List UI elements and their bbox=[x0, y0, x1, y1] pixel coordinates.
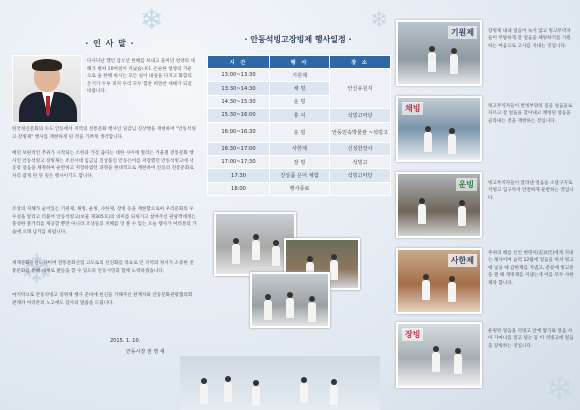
column-header-place: 장 소 bbox=[330, 56, 391, 69]
event-label: 사한제 bbox=[448, 254, 477, 267]
schedule-place bbox=[330, 182, 391, 195]
schedule-event: 운 빙 bbox=[270, 95, 330, 108]
schedule-time: 16:30~17:00 bbox=[208, 142, 270, 155]
schedule-time: 17:00~17:30 bbox=[208, 155, 270, 168]
schedule-event: 사한제 bbox=[270, 142, 330, 155]
greeting-title: · 인 사 말 · bbox=[85, 39, 135, 48]
schedule-place: 안신유원지 bbox=[330, 69, 391, 109]
snowflake-icon: ❄ bbox=[545, 369, 574, 409]
schedule-event: 진상품 은어 체험 bbox=[270, 169, 330, 182]
event-photo-chaebing bbox=[396, 96, 482, 162]
greeting-paragraph: 예년 보편적인 추위가 시작되는 소한과 가장 춥다는 대한 사이에 열리는 겨울철 전통문화 행사인 안동석빙고 장빙제는 조선시대 임금님 진상품인 안동은어를 저장했던 안동석빙고에 낙동강 얼음을 채취하여 운반하고 저장하였던 과정을 현대적으로 재현하여 안동의 전통문화로 자리 잡게 된 뜻 깊은 행사이기도 합니다. bbox=[12, 151, 194, 179]
schedule-event: 행사종료 bbox=[270, 182, 330, 195]
schedule-time: 15:30~16:00 bbox=[208, 109, 270, 122]
schedule-table bbox=[207, 55, 391, 196]
table-row bbox=[208, 142, 391, 155]
event-photo bbox=[250, 272, 330, 328]
event-description: 추위의 해를 신인 현명씨(玄冥氏)에게 지내는 제사이며 음력 12월에 얼음을 떠서 빙고에 넣을 때 감한제를 지냈고, 춘분에 빙고문을 열 때 개빙제를 지냈는데 이를 모두 사한제라 합니다. bbox=[488, 251, 574, 286]
schedule-time: 14:30~15:30 bbox=[208, 95, 270, 108]
greeting-paragraph: 한국정신문화의 수도 안동에서 지역의 전통문화 행사인 일감님 진상행을 재현하여 "안동석빙고 장빙제" 행사를 재현하게 된 것을 기쁘게 생각합니다. bbox=[12, 127, 196, 140]
schedule-event: 운 빙 bbox=[270, 122, 330, 142]
event-photo-giwonje bbox=[396, 20, 482, 86]
column-header-time: 시 간 bbox=[208, 56, 270, 69]
table-row bbox=[208, 69, 391, 82]
event-description: 빙고무역자들이 잘라낸 얼음을 소달구지로 석빙고 입구까지 안전하게 운반하는 것입니다. bbox=[488, 181, 574, 201]
table-row bbox=[208, 122, 391, 142]
schedule-place: 석빙고마당 bbox=[330, 109, 391, 122]
schedule-time: 17:30 bbox=[208, 169, 270, 182]
schedule-place: 석빙고마당 bbox=[330, 169, 391, 182]
snowflake-icon: ❄ bbox=[140, 3, 164, 36]
ceremony-photo bbox=[180, 356, 380, 410]
event-photo-sahanje bbox=[396, 248, 482, 314]
column-header-event: 행 사 bbox=[270, 56, 330, 69]
table-row bbox=[208, 182, 391, 195]
event-label: 채빙 bbox=[402, 102, 423, 115]
event-photo-collage bbox=[214, 212, 354, 352]
schedule-event: 장 빙 bbox=[270, 155, 330, 168]
table-row bbox=[208, 155, 391, 168]
schedule-header-row bbox=[208, 56, 391, 69]
schedule-title: · 안동석빙고장빙제 행사일정 · bbox=[244, 35, 352, 44]
schedule-time: 18:00 bbox=[208, 182, 270, 195]
table-row bbox=[208, 109, 391, 122]
mayor-photo bbox=[12, 55, 82, 123]
snowflake-icon: ❄ bbox=[20, 247, 54, 293]
event-photo-jangbing bbox=[396, 322, 482, 388]
schedule-place: 안동민속박물관 ~석빙고 bbox=[330, 122, 391, 142]
schedule-event: 휴 식 bbox=[270, 109, 330, 122]
event-label: 장빙 bbox=[402, 328, 423, 341]
schedule-place: 석빙고 bbox=[330, 155, 391, 168]
event-label: 운빙 bbox=[456, 178, 477, 191]
schedule-time: 16:00~16:30 bbox=[208, 122, 270, 142]
event-photo-unbing bbox=[396, 172, 482, 238]
schedule-time: 13:30~14:30 bbox=[208, 82, 270, 95]
table-row bbox=[208, 169, 391, 182]
schedule-event: 기원제 bbox=[270, 69, 330, 82]
event-description: 장빙제 내내 얼음이 녹지 않고 빙고무역자들이 무탈하게 잘 얼음을 채빙하기를 기원하는 마음으로 고사를 지내는 것입니다. bbox=[488, 29, 571, 49]
snowflake-icon: ❄ bbox=[370, 8, 389, 33]
event-label: 기원제 bbox=[448, 26, 477, 39]
greeting-intro: 다사다난 했던 갑오년 한해를 보내고 을미년 청양의 새해가 벌써 10여일이 지났습니다. 온순한 청양의 기운으로 올 한해 하시는 모든 일이 내실을 다지고 화합의 온기가 두루 퍼져 우리 모두 힘찬 희망찬 새해가 되길 바랍니다. bbox=[87, 59, 195, 95]
greeting-date: 2015. 1. 10. bbox=[110, 338, 141, 344]
greeting-paragraph: 마지막으로 안동석빙고 장빙제 행사 준비에 헌신을 기해주신 관계자와 안동문화관광협의회 관계자 여러분의 노고에도 감사의 말씀을 드립니다. bbox=[12, 293, 193, 306]
greeting-paragraph: 조상의 지혜가 숨어있는 기원제, 채빙, 운빙, 사한제, 장빙 등을 재현함으로써 우리문화의 우수성을 알리고 더불어 안동석빙고(보물 제305호)의 의미를 되새기고 참여주신 관광객에게는 풍성한 볼거리를 제공할 뿐만 아니라 조상들의 지혜를 엿 볼 수 있는 오늘 행사가 여러분의 가슴에 오래 남기를 바랍니다. bbox=[12, 207, 197, 235]
schedule-place: 신성한장사 bbox=[330, 142, 391, 155]
greeting-paragraph: 세계문화유산도시이며 전통문화산업 고도로의 선진화를 목표로 인 지역의 정서가 소중한 전통문화를 통해 세계로 발돋움 할 수 있도록 안동시민과 함께 노력하겠습니다. bbox=[12, 261, 194, 274]
schedule-time: 13:00~13:30 bbox=[208, 69, 270, 82]
greeting-signature: 안동시장 권 영 세 bbox=[126, 349, 165, 355]
event-description: 운빙된 얼음을 석빙고 안에 쌓기와 얼음 사이 가마니를 깔고 덮는 등 이 석빙고에 얼음을 장빙하는 것입니다. bbox=[488, 329, 574, 349]
event-description: 빙고무역자들이 반빙부양의 짐을 얼음들로 자르고 잘 얼음을 찾아내고 채빙된 얼음을 골라내는 것을 재현하는 것입니다. bbox=[488, 104, 573, 124]
schedule-event: 채 빙 bbox=[270, 82, 330, 95]
